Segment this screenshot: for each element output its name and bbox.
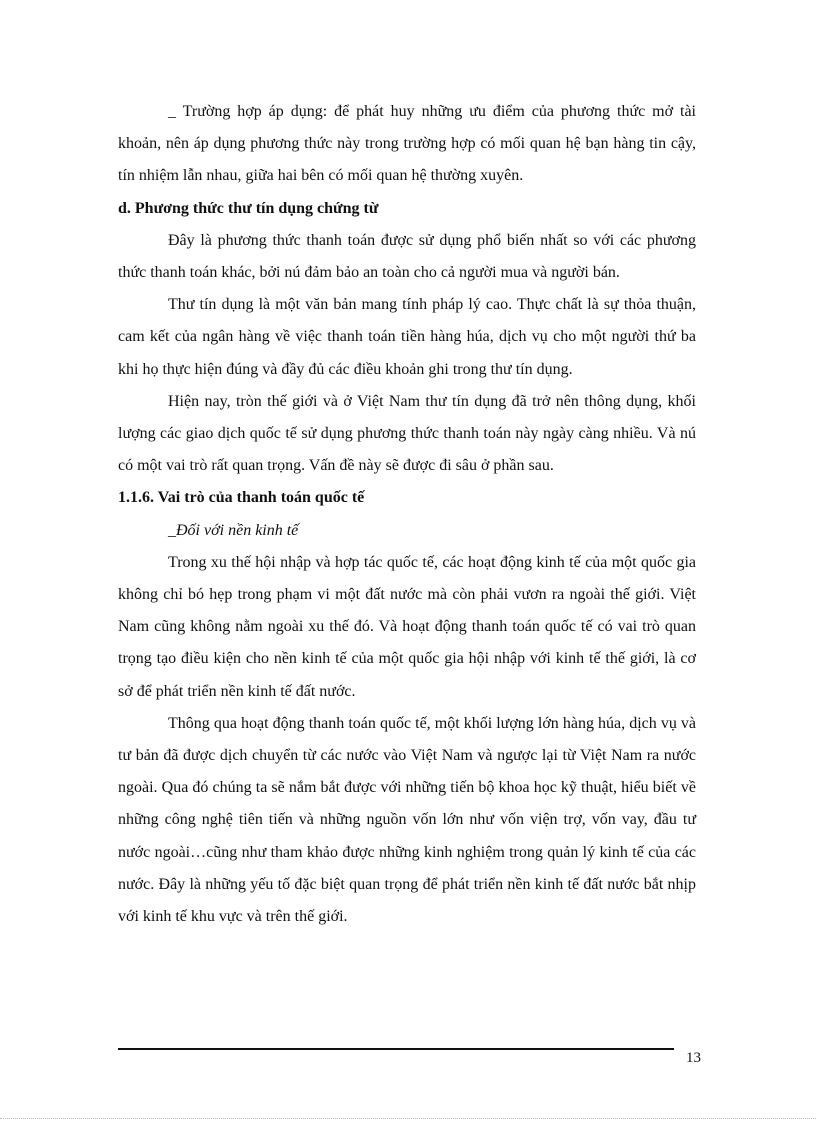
- heading-documentary-credit: d. Phương thức thư tín dụng chứng từ: [118, 199, 379, 217]
- heading-section-1-1-6: 1.1.6. Vai trò của thanh toán quốc tế: [118, 489, 365, 507]
- page-body: [118, 96, 696, 933]
- page-number: 13: [686, 1050, 701, 1066]
- paragraph-letter-of-credit-definition: Thư tín dụng là một văn bản mang tính pháp lý cao. Thực chất là sự thỏa thuận, cam kết của ngân hàng về việc thanh toán tiền hàng húa, dịch vụ cho một người thứ ba khi họ thực hiện đúng và đầy đủ các điều khoản ghi trong thư tín dụng.: [118, 296, 696, 378]
- paragraph-letter-of-credit-usage: Hiện nay, tròn thế giới và ở Việt Nam thư tín dụng đã trở nên thông dụng, khối lượng các giao dịch quốc tế sử dụng phương thức thanh toán này ngày càng nhiều. Và nú có một vai trò rất quan trọng. Vấn đề này sẽ được đi sâu ở phần sau.: [118, 392, 696, 475]
- subheading-economy: _Đối với nền kinh tế: [168, 521, 299, 539]
- paragraph-application-case: _ Trường hợp áp dụng: để phát huy những ưu điểm của phương thức mở tài khoản, nên áp dụng phương thức này trong trường hợp có mối quan hệ bạn hàng tin cậy, tín nhiệm lẫn nhau, giữa hai bên có mối quan hệ thường xuyên.: [118, 103, 696, 185]
- paragraph-integration-trend: Trong xu thế hội nhập và hợp tác quốc tế, các hoạt động kinh tế của một quốc gia không chỉ bó hẹp trong phạm vi một đất nước mà còn phải vươn ra ngoài thế giới. Việt Nam cũng không nằm ngoài xu thế đó. Và hoạt động thanh toán quốc tế có vai trò quan trọng tạo điều kiện cho nền kinh tế của một quốc gia hội nhập với kinh tế thế giới, là cơ sở để phát triển nền kinh tế đất nước.: [118, 553, 696, 700]
- page-edge-divider: [0, 1118, 816, 1119]
- paragraph-international-payment-benefits: Thông qua hoạt động thanh toán quốc tế, một khối lượng lớn hàng húa, dịch vụ và tư bản đã được dịch chuyển từ các nước vào Việt Nam và ngược lại từ Việt Nam ra nước ngoài. Qua đó chúng ta sẽ nắm bắt được với những tiến bộ khoa học kỹ thuật, hiểu biết về những công nghệ tiên tiến và những nguồn vốn lớn như vốn viện trợ, vốn vay, đầu tư nước ngoài…cũng như tham khảo được những kinh nghiệm trong quản lý kinh tế của các nước. Đây là những yếu tố đặc biệt quan trọng để phát triển nền kinh tế đất nước bắt nhịp với kinh tế khu vực và trên thế giới.: [118, 714, 696, 926]
- footer-divider: [118, 1048, 674, 1050]
- paragraph-documentary-credit-intro: Đây là phương thức thanh toán được sử dụng phổ biến nhất so với các phương thức thanh toán khác, bởi nú đảm bảo an toàn cho cả người mua và người bán.: [118, 231, 696, 282]
